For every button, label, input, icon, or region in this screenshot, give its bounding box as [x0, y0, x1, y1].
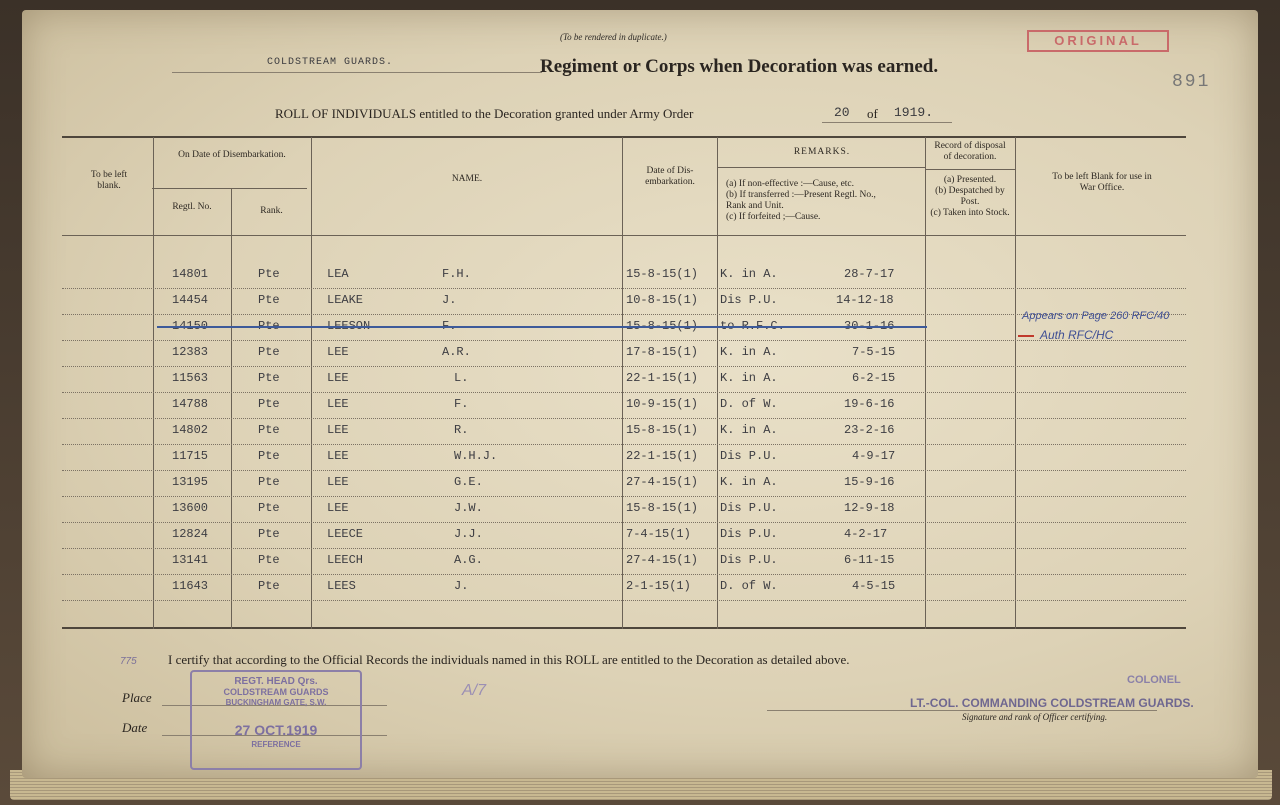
- header-remarks-c: (c) If forfeited ;—Cause.: [726, 212, 821, 222]
- remark: Dis P.U.: [720, 527, 778, 541]
- signature-label: Signature and rank of Officer certifying.: [962, 712, 1108, 722]
- surname: LEES: [327, 579, 356, 593]
- remark-date: 28-7-17: [844, 267, 895, 281]
- regtl-no: 14788: [172, 397, 209, 411]
- disembark-date: 22-1-15(1): [626, 371, 699, 385]
- remark-date: 6-11-15: [844, 553, 895, 567]
- rank: Pte: [258, 345, 280, 359]
- remark: K. in A.: [720, 475, 778, 489]
- regtl-no: 12824: [172, 527, 209, 541]
- disembark-date: 17-8-15(1): [626, 345, 699, 359]
- rank: Pte: [258, 449, 280, 463]
- rank: Pte: [258, 475, 280, 489]
- regtl-no: 13195: [172, 475, 209, 489]
- remark-date: 15-9-16: [844, 475, 895, 489]
- header-remarks-b: (b) If transferred :—Present Regtl. No., Rank and Unit.: [726, 190, 876, 211]
- surname: LEE: [327, 345, 349, 359]
- date-label: Date: [122, 720, 148, 735]
- initials: F.H.: [442, 267, 471, 281]
- remark: Dis P.U.: [720, 553, 778, 567]
- regtl-no: 11643: [172, 579, 209, 593]
- handwritten-annotation-line1: Appears on Page 260 RFC/40: [1022, 310, 1170, 322]
- initials: F.: [454, 397, 469, 411]
- strike-through-line: [157, 326, 927, 328]
- ledger-page: [22, 10, 1258, 778]
- header-record-a: (a) Presented.: [943, 175, 997, 185]
- surname: LEE: [327, 371, 349, 385]
- initials: J.: [442, 293, 457, 307]
- rank: Pte: [258, 267, 280, 281]
- header-record-c: (c) Taken into Stock.: [930, 208, 1010, 218]
- stamp-line3: BUCKINGHAM GATE, S.W.: [225, 698, 327, 707]
- header-regtl-no: Regtl. No.: [172, 202, 212, 212]
- disembark-date: 15-8-15(1): [626, 423, 699, 437]
- remark: K. in A.: [720, 345, 778, 359]
- rank: Pte: [258, 527, 280, 541]
- initials: A.G.: [454, 553, 483, 567]
- remark: K. in A.: [720, 267, 778, 281]
- initials: W.H.J.: [454, 449, 498, 463]
- disembark-date: 15-8-15(1): [626, 501, 699, 515]
- header-war-office: To be left Blank for use in War Office.: [1052, 172, 1152, 193]
- colonel-stamp: COLONEL: [1127, 674, 1181, 686]
- initials: R.: [454, 423, 469, 437]
- roll-title: ROLL OF INDIVIDUALS entitled to the Decoration granted under Army Order: [275, 106, 694, 121]
- remark: Dis P.U.: [720, 449, 778, 463]
- regtl-no: 13600: [172, 501, 209, 515]
- page-number: 891: [1172, 72, 1211, 92]
- disembark-date: 10-8-15(1): [626, 293, 699, 307]
- regiment-name: COLDSTREAM GUARDS.: [267, 57, 394, 68]
- header-rank: Rank.: [260, 206, 283, 216]
- remark: K. in A.: [720, 423, 778, 437]
- remark-date: 14-12-18: [836, 293, 894, 307]
- disembark-date: 27-4-15(1): [626, 475, 699, 489]
- regimental-hq-stamp: [190, 670, 362, 770]
- disembark-date: 2-1-15(1): [626, 579, 691, 593]
- surname: LEE: [327, 501, 349, 515]
- disembark-date: 22-1-15(1): [626, 449, 699, 463]
- top-note: (To be rendered in duplicate.): [560, 32, 667, 42]
- army-order-number: 20: [834, 105, 850, 120]
- header-name: NAME.: [451, 174, 483, 184]
- regiment-title: Regiment or Corps when Decoration was earned.: [540, 56, 939, 77]
- regtl-no: 14801: [172, 267, 209, 281]
- remark: Dis P.U.: [720, 293, 778, 307]
- remark: K. in A.: [720, 371, 778, 385]
- place-label: Place: [122, 690, 152, 705]
- regtl-no: 14802: [172, 423, 209, 437]
- surname: LEA: [327, 267, 349, 281]
- red-mark: [1018, 335, 1034, 337]
- margin-mark: 775: [120, 656, 137, 667]
- regtl-no: 11563: [172, 371, 209, 385]
- handwritten-annotation-line2: Auth RFC/HC: [1040, 328, 1114, 342]
- disembark-date: 10-9-15(1): [626, 397, 699, 411]
- remark-date: 19-6-16: [844, 397, 895, 411]
- regtl-no: 11715: [172, 449, 209, 463]
- army-order-year: 1919.: [894, 105, 934, 120]
- remark-date: 4-2-17: [844, 527, 888, 541]
- surname: LEE: [327, 449, 349, 463]
- initials: G.E.: [454, 475, 483, 489]
- disembark-date: 15-8-15(1): [626, 267, 699, 281]
- disembark-date: 7-4-15(1): [626, 527, 691, 541]
- surname: LEE: [327, 397, 349, 411]
- surname: LEE: [327, 475, 349, 489]
- disembark-date: 27-4-15(1): [626, 553, 699, 567]
- initials: A.R.: [442, 345, 471, 359]
- header-date: Date of Dis- embarkation.: [645, 166, 695, 187]
- rank: Pte: [258, 293, 280, 307]
- header-disembark-group: On Date of Disembarkation.: [178, 150, 286, 160]
- remark: D. of W.: [720, 579, 778, 593]
- rank: Pte: [258, 371, 280, 385]
- header-blank: To be left blank.: [90, 170, 128, 191]
- initials: J.: [454, 579, 469, 593]
- rank: Pte: [258, 553, 280, 567]
- stamp-line1: REGT. HEAD Qrs.: [234, 676, 318, 687]
- original-stamp: ORIGINAL: [1027, 30, 1169, 52]
- header-remarks: REMARKS.: [793, 147, 851, 157]
- stamp-line2: COLDSTREAM GUARDS: [223, 687, 329, 697]
- remark-date: 4-5-15: [852, 579, 896, 593]
- initials: J.W.: [454, 501, 483, 515]
- initials: J.J.: [454, 527, 483, 541]
- initials: L.: [454, 371, 469, 385]
- certification-text: I certify that according to the Official Records the individuals named in this ROLL are entitled to the Decoration as detailed above.: [168, 652, 850, 667]
- regtl-no: 13141: [172, 553, 209, 567]
- handwritten-mark: A/7: [462, 682, 487, 699]
- remark: Dis P.U.: [720, 501, 778, 515]
- remark-date: 6-2-15: [852, 371, 896, 385]
- remark-date: 23-2-16: [844, 423, 895, 437]
- of-word: of: [867, 106, 878, 121]
- surname: LEECE: [327, 527, 364, 541]
- rank: Pte: [258, 501, 280, 515]
- surname: LEECH: [327, 553, 364, 567]
- rank: Pte: [258, 423, 280, 437]
- header-remarks-a: (a) If non-effective :—Cause, etc.: [726, 179, 855, 189]
- remark-date: 4-9-17: [852, 449, 896, 463]
- regtl-no: 12383: [172, 345, 209, 359]
- rank: Pte: [258, 397, 280, 411]
- header-record-b: (b) Despatched by Post.: [935, 186, 1005, 207]
- rank: Pte: [258, 579, 280, 593]
- regtl-no: 14454: [172, 293, 209, 307]
- stamp-reference: REFERENCE: [251, 740, 301, 749]
- remark: D. of W.: [720, 397, 778, 411]
- stamp-date: 27 OCT.1919: [234, 722, 318, 738]
- header-record: Record of disposal of decoration.: [934, 141, 1006, 162]
- remark-date: 12-9-18: [844, 501, 895, 515]
- remark-date: 7-5-15: [852, 345, 896, 359]
- surname: LEAKE: [327, 293, 364, 307]
- surname: LEE: [327, 423, 349, 437]
- signatory-stamp: LT.-COL. COMMANDING COLDSTREAM GUARDS.: [910, 696, 1194, 710]
